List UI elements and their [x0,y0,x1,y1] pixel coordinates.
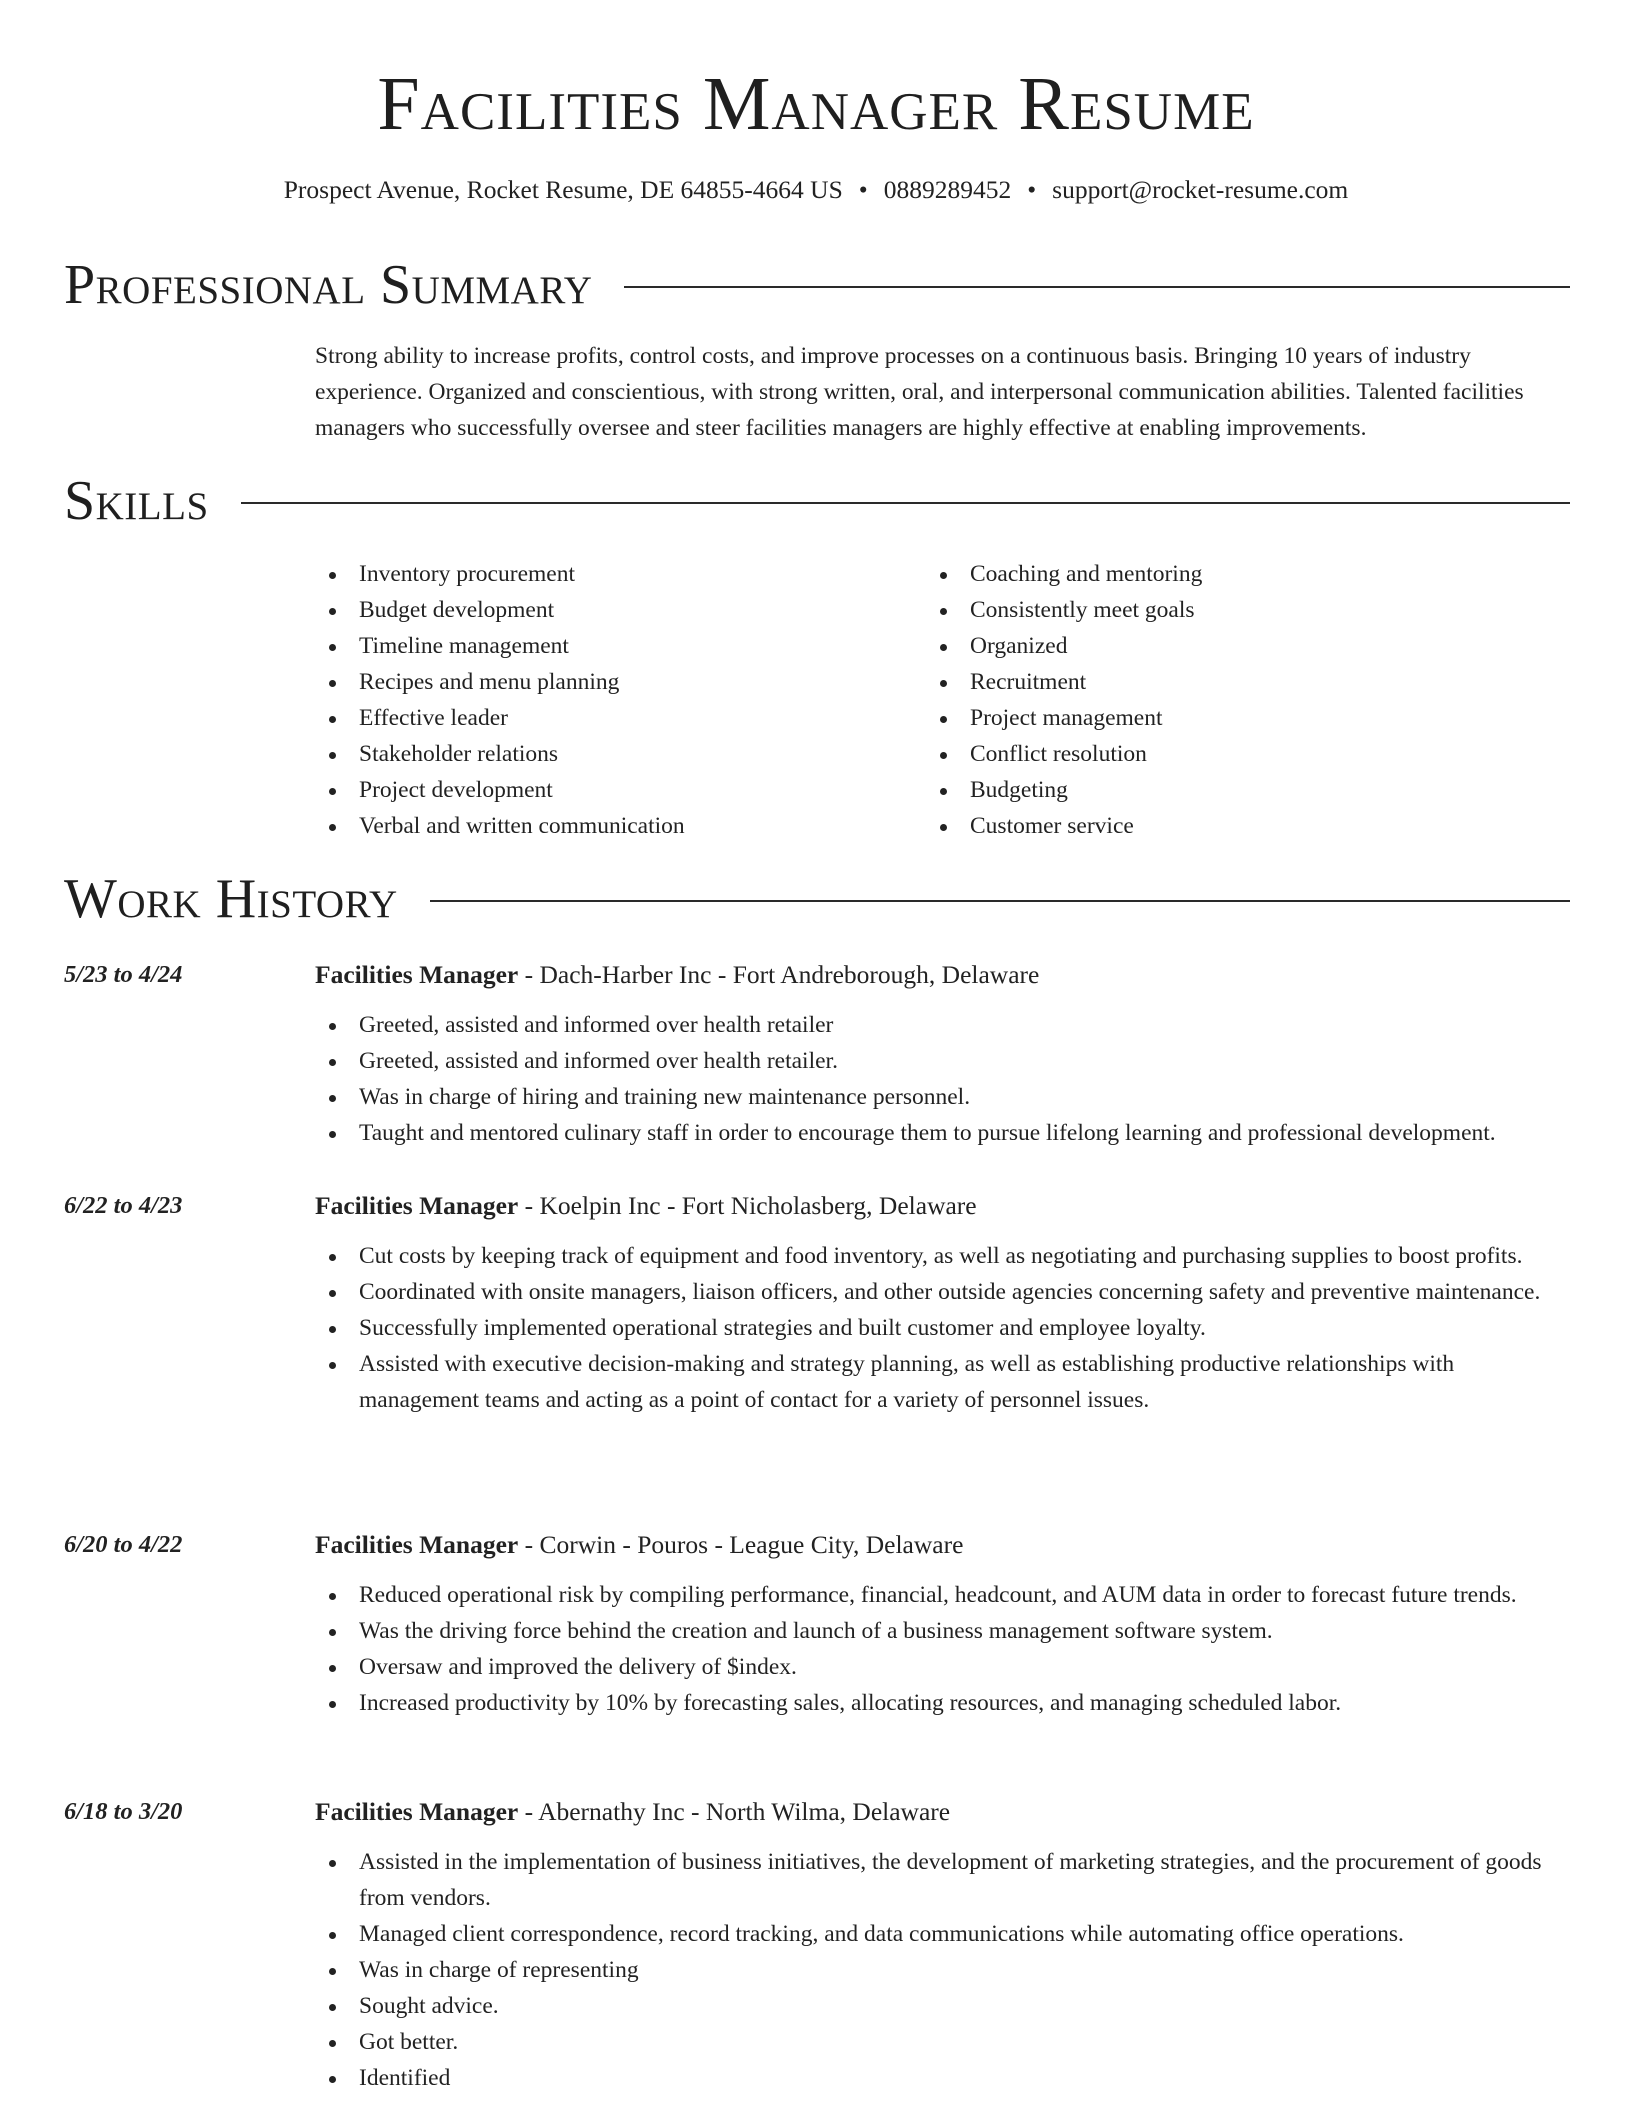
job-bullet: Was the driving force behind the creation and launch of a business management software system. [315,1613,1575,1649]
summary-heading: Professional Summary [64,254,593,316]
job-bullets [315,1238,1575,1418]
job-bullet: Taught and mentored culinary staff in order to encourage them to pursue lifelong learning and professional development. [315,1115,1575,1151]
job-title: Facilities Manager [315,1797,519,1826]
resume-title: Facilities Manager Resume [377,62,1255,146]
skill-item: Customer service [926,808,1566,844]
skill-item: Verbal and written communication [315,808,915,844]
job-bullet: Sought advice. [315,1988,1575,2024]
skill-item: Consistently meet goals [926,592,1566,628]
skills-list-right [926,556,1566,844]
job-bullet: Coordinated with onsite managers, liaison officers, and other outside agencies concerning safety and preventive maintenance. [315,1274,1575,1310]
skill-item: Stakeholder relations [315,736,915,772]
job-bullet: Successfully implemented operational strategies and built customer and employee loyalty. [315,1310,1575,1346]
job-role-line [315,1525,1575,1565]
job-employer: - Abernathy Inc - North Wilma, Delaware [518,1797,951,1826]
job-title: Facilities Manager [315,1530,519,1559]
job-bullets [315,1007,1575,1151]
work-history-section-header [64,864,1570,934]
skills-section-header [64,466,1570,536]
job-bullet: Increased productivity by 10% by forecasting sales, allocating resources, and managing scheduled labor. [315,1685,1575,1721]
skill-item: Organized [926,628,1566,664]
job-role-line [315,1792,1575,1832]
skill-item: Recipes and menu planning [315,664,915,700]
job-bullet: Assisted with executive decision-making and strategy planning, as well as establishing productive relationships with management teams and acting as a point of contact for a variety of personnel issues. [315,1346,1575,1418]
contact-address: Prospect Avenue, Rocket Resume, DE 64855-4664 US [283,175,843,204]
skill-item: Inventory procurement [315,556,915,592]
job-bullets [315,1844,1575,2096]
section-divider [430,900,1570,902]
skill-item: Timeline management [315,628,915,664]
job-employer: - Dach-Harber Inc - Fort Andreborough, Delaware [518,960,1040,989]
job-bullet: Oversaw and improved the delivery of $index. [315,1649,1575,1685]
contact-line [0,172,1632,208]
job-title: Facilities Manager [315,960,519,989]
job-bullet: Greeted, assisted and informed over health retailer. [315,1043,1575,1079]
job-employer: - Koelpin Inc - Fort Nicholasberg, Delaware [518,1191,977,1220]
job-dates: 6/22 to 4/23 [64,1192,183,1219]
contact-email: support@rocket-resume.com [1052,175,1349,204]
job-bullet: Assisted in the implementation of business initiatives, the development of marketing strategies, and the procurement of goods from vendors. [315,1844,1575,1916]
contact-separator: • [858,175,868,204]
job-bullets [315,1577,1575,1721]
skill-item: Coaching and mentoring [926,556,1566,592]
job-role-line [315,1186,1575,1226]
contact-separator: • [1027,175,1037,204]
job-dates: 6/18 to 3/20 [64,1798,183,1825]
job-bullet: Was in charge of representing [315,1952,1575,1988]
job-title: Facilities Manager [315,1191,519,1220]
job-dates: 6/20 to 4/22 [64,1531,183,1558]
skill-item: Project development [315,772,915,808]
skills-list-left [315,556,915,844]
skill-item: Budget development [315,592,915,628]
section-divider [241,502,1570,504]
skill-item: Project management [926,700,1566,736]
job-bullet: Identified [315,2060,1575,2096]
job-bullet: Got better. [315,2024,1575,2060]
skill-item: Effective leader [315,700,915,736]
job-bullet: Was in charge of hiring and training new maintenance personnel. [315,1079,1575,1115]
summary-section-header [64,250,1570,320]
job-dates: 5/23 to 4/24 [64,961,183,988]
skill-item: Budgeting [926,772,1566,808]
skills-heading: Skills [64,470,209,532]
job-employer: - Corwin - Pouros - League City, Delaware [518,1530,964,1559]
skill-item: Conflict resolution [926,736,1566,772]
job-role-line [315,955,1575,995]
work-history-heading: Work History [64,868,398,930]
job-bullet: Greeted, assisted and informed over health retailer [315,1007,1575,1043]
skill-item: Recruitment [926,664,1566,700]
contact-phone: 0889289452 [883,175,1012,204]
summary-text: Strong ability to increase profits, control costs, and improve processes on a continuous basis. Bringing 10 years of industry experience. Organized and conscientious, with strong written, oral, and interpersonal communication abilities. Talented facilities managers who successfully oversee and steer facilities managers are highly effective at enabling improvements. [315,343,1524,441]
job-bullet: Cut costs by keeping track of equipment and food inventory, as well as negotiating and purchasing supplies to boost profits. [315,1238,1575,1274]
section-divider [624,286,1570,288]
job-bullet: Reduced operational risk by compiling performance, financial, headcount, and AUM data in order to forecast future trends. [315,1577,1575,1613]
job-bullet: Managed client correspondence, record tracking, and data communications while automating office operations. [315,1916,1575,1952]
